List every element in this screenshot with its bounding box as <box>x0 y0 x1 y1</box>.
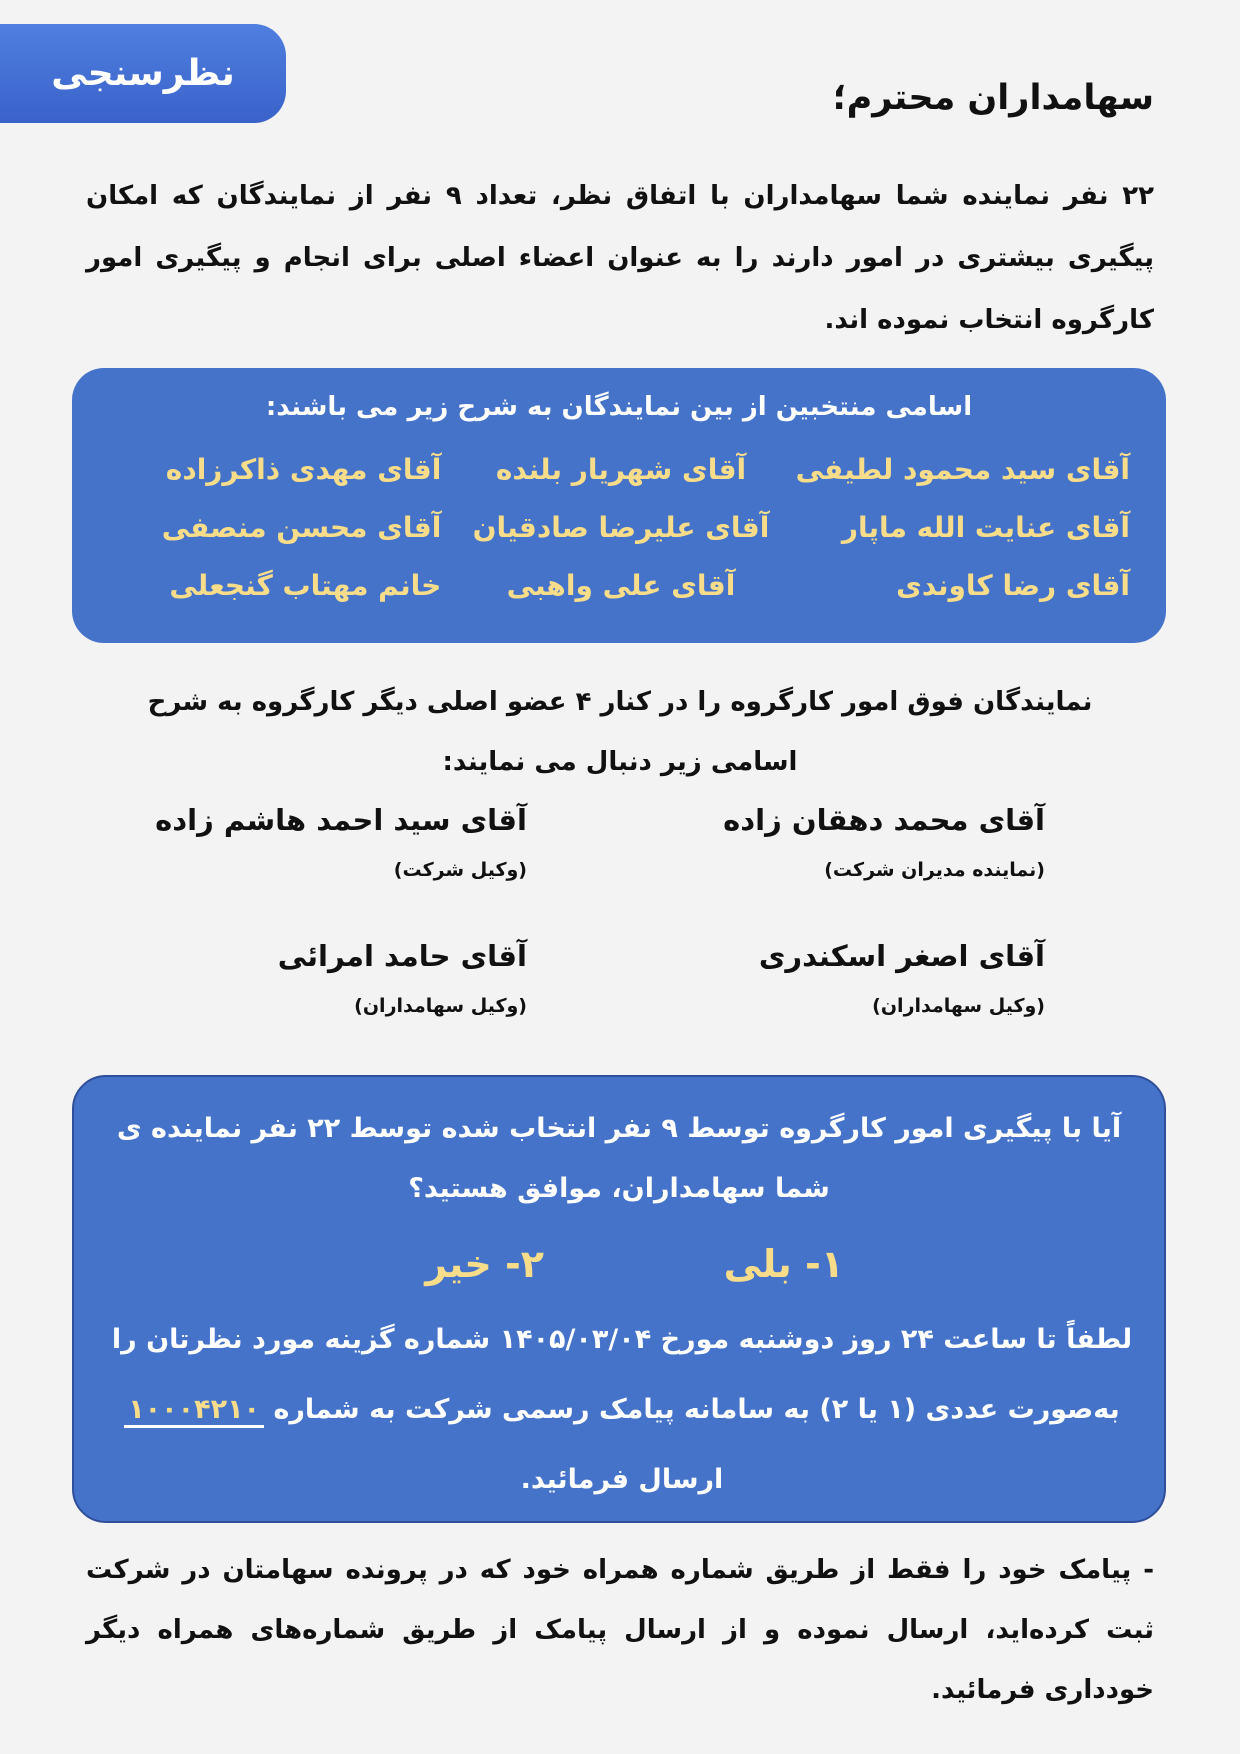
member-entry <box>278 939 527 1017</box>
survey-badge: نظرسنجی <box>0 24 286 123</box>
intro-paragraph: ۲۲ نفر نماینده شما سهامداران با اتفاق نظر، تعداد ۹ نفر از نمایندگان که امکان پیگیری بیشتری در امور دارند را به عنوان اعضاء اصلی برای انجام و پیگیری امور کارگروه انتخاب نموده اند. <box>86 181 1154 335</box>
member-name: آقای اصغر اسکندری <box>758 939 1045 973</box>
member-role: (وکیل سهامداران) <box>354 995 527 1017</box>
footnote-paragraph: - پیامک خود را فقط از طریق شماره همراه خود که در پرونده سهامتان در شرکت ثبت کرده‌اید، ارسال نموده و از ارسال پیامک از طریق شماره‌های همراه دیگر خودداری فرمائید. <box>86 1555 1154 1705</box>
instruction-text: لطفاً تا ساعت ۲۴ روز دوشنبه مورخ ۱۴۰۵/۰۳/۰۴ شماره گزینه مورد نظرتان را به‌صورت عددی (۱ یا ۲) به سامانه پیامک رسمی شرکت به شماره <box>111 1324 1133 1425</box>
member-entry <box>155 803 527 881</box>
sms-number: ۱۰۰۰۴۲۱۰ <box>124 1394 264 1428</box>
selected-name: آقای محسن منصفی <box>161 511 442 544</box>
selected-name: آقای علی واهبی <box>506 569 736 602</box>
selected-box-title: اسامی منتخبین از بین نمایندگان به شرح زیر می باشند: <box>265 392 973 422</box>
member-entry <box>759 939 1045 1017</box>
member-name: آقای محمد دهقان زاده <box>723 803 1045 837</box>
member-role: (وکیل شرکت) <box>393 859 527 881</box>
poll-instruction <box>110 1305 1134 1515</box>
selected-name: آقای سید محمود لطیفی <box>795 453 1130 486</box>
instruction-text-end: ارسال فرمائید. <box>520 1464 724 1495</box>
poll-question: آیا با پیگیری امور کارگروه توسط ۹ نفر انتخاب شده توسط ۲۲ نفر نماینده ی شما سهامداران، موافق هستید؟ <box>116 1113 1122 1204</box>
selected-name: آقای رضا کاوندی <box>896 569 1130 602</box>
members-intro-paragraph: نمایندگان فوق امور کارگروه را در کنار ۴ عضو اصلی دیگر کارگروه به شرح اسامی زیر دنبال می نمایند: <box>147 687 1093 777</box>
member-role: (نماینده مدیران شرکت) <box>824 859 1045 881</box>
member-role: (وکیل سهامداران) <box>872 995 1045 1017</box>
member-name: آقای سید احمد هاشم زاده <box>155 803 527 837</box>
option-yes: ۱- بلی <box>723 1242 844 1286</box>
selected-name: خانم مهتاب گنجعلی <box>169 569 442 602</box>
selected-names-grid <box>112 452 1130 604</box>
selected-name: آقای عنایت الله ماپار <box>841 511 1130 544</box>
member-name: آقای حامد امرائی <box>277 939 527 973</box>
selected-representatives-box <box>72 368 1166 643</box>
poll-box <box>72 1075 1166 1523</box>
member-entry <box>723 803 1045 881</box>
greeting-heading: سهامداران محترم؛ <box>832 78 1154 118</box>
option-no: ۲- خیر <box>425 1242 544 1286</box>
selected-name: آقای شهریار بلنده <box>495 453 747 486</box>
selected-name: آقای مهدی ذاکرزاده <box>165 453 442 486</box>
selected-name: آقای علیرضا صادقیان <box>472 511 770 544</box>
